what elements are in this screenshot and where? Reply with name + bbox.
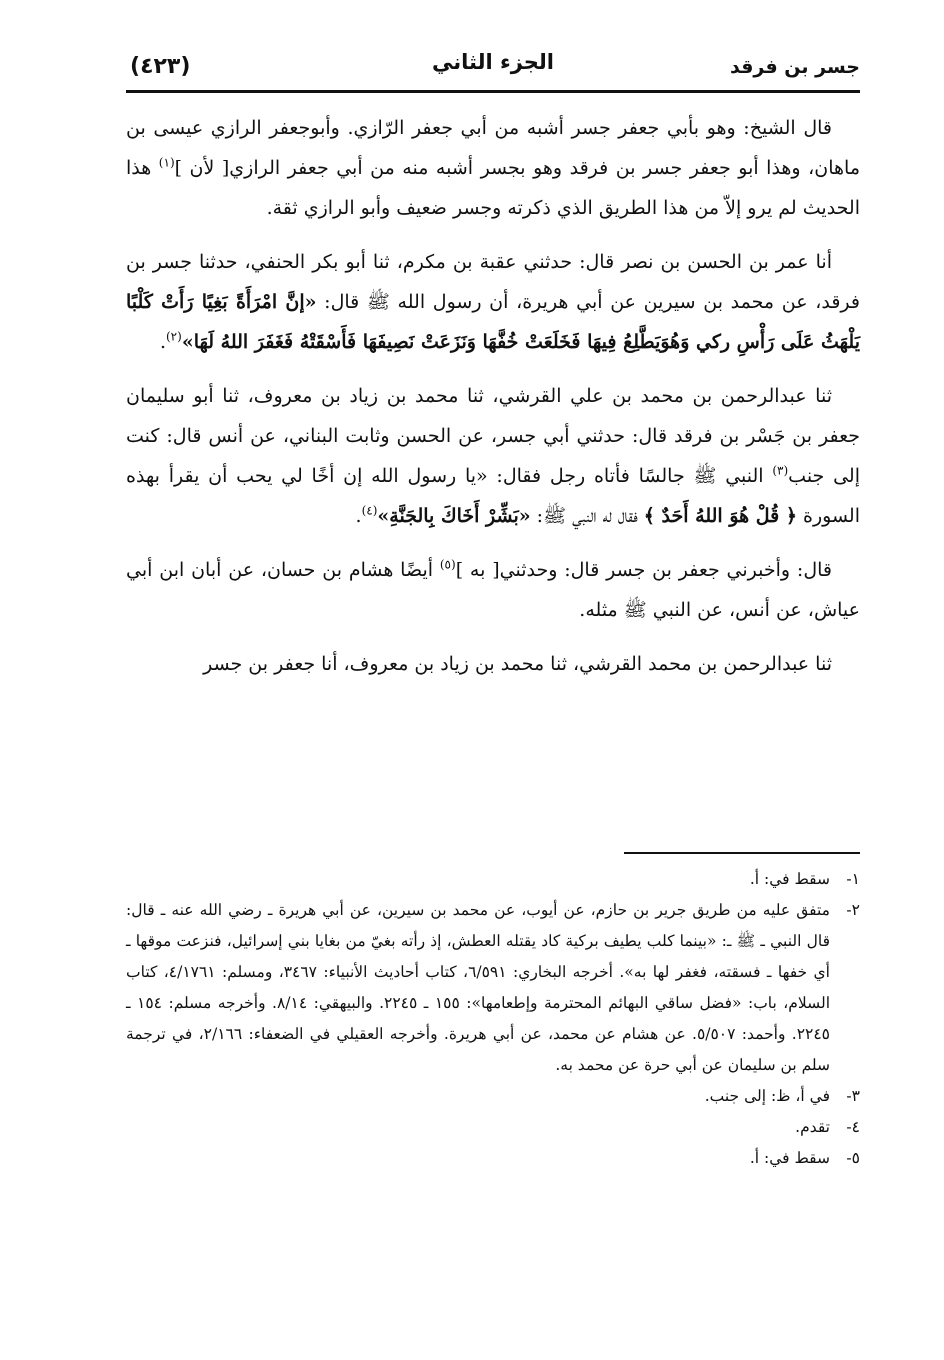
footnote-ref-3: (٣) [772,463,789,478]
header-rule [126,90,860,93]
footnote-5 [126,1143,860,1174]
footnote-text: سقط في: أ. [749,870,830,888]
paragraph-5 [126,644,860,684]
quran-quote: ﴿ قُلْ هُوَ اللهُ أَحَدٌ ﴾ [643,505,797,527]
footnote-separator [624,852,860,854]
text-segment: هذا الحديث لم يرو إلاّ من هذا الطريق الذي ذكرته وجسر ضعيف وأبو الرازي ثقة. [126,157,860,219]
footnote-number: ٣- [846,1087,860,1105]
text-segment: ثنا عبدالرحمن بن محمد القرشي، ثنا محمد بن زياد بن معروف، أنا جعفر بن جسر [203,653,832,675]
footnote-ref-2: (٢) [165,329,182,344]
text-segment: فقال له النبي ﷺ: [530,505,644,527]
page-number: (٤٢٣) [130,54,191,79]
footnote-ref-5: (٥) [439,557,456,572]
footnote-3 [126,1081,860,1112]
footnote-number: ٥- [846,1149,860,1167]
text-segment: قال الشيخ: وهو بأبي جعفر جسر أشبه من أبي جعفر الرّازي. وأبوجعفر الرازي عيسى بن ماهان، وهذا أبو جعفر جسر بن فرقد وهو بجسر أشبه منه من أبي جعفر الرازي[ لأن ] [126,117,860,179]
text-segment: . [159,331,166,353]
text-segment: قال: وأخبرني جعفر بن جسر قال: وحدثني[ به ] [455,559,832,581]
footnote-2 [126,895,860,1081]
footnote-text: متفق عليه من طريق جرير بن حازم، عن أيوب، عن محمد بن سيرين، عن أبي هريرة ـ رضي الله عنه ـ قال: قال النبي ـ ﷺ ـ: «بينما كلب يطيف بركية كاد يقتله العطش، إذ رأته بغيّ من بغايا بني إسرائيل، فنزعت موقها ـ أي خفها ـ فسقته، فغفر لها به». أخرجه البخاري: ٦/٥٩١، كتاب أحاديث الأنبياء: ٣٤٦٧، ومسلم: ٤/١٧٦١، كتاب السلام، باب: «فضل ساقي البهائم المحترمة وإطعامها»: ١٥٥ ـ ٢٢٤٥. والبيهقي: ٨/١٤. وأخرجه مسلم: ١٥٤ ـ ٢٢٤٥. وأحمد: ٥/٥٠٧. عن هشام عن محمد، عن أبي هريرة. وأخرجه العقيلي في الضعفاء: ٢/١٦٦، في ترجمة سلم بن سليمان عن أبي حرة عن محمد به. [126,901,831,1074]
running-title: جسر بن فرقد [730,56,860,78]
paragraph-4 [126,550,860,630]
footnotes [126,864,860,1174]
paragraph-1 [126,108,860,228]
footnote-4 [126,1112,860,1143]
footnote-ref-1: (١) [158,155,175,170]
text-segment: . [355,505,362,527]
footnote-text: في أ، ظ: إلى جنب. [704,1087,830,1105]
hadith-quote: «إنَّ امْرَأَةً بَغِيًا رَأَتْ كَلْبًا يَلْهَثُ عَلَى رَأْسِ ركي وَهُوَيَطَّلِعُ فِيهَا فَخَلَعَتْ خُفَّهَا وَنَزَعَتْ نَصِيفَهَا فَأَسْقَتْهُ فَغَفَرَ اللهُ لَهَا» [126,291,860,353]
text-segment: النبي ﷺ جالسًا فأتاه رجل فقال: «يا رسول الله إن أخًا لي يحب أن يقرأ بهذه السورة [126,465,860,527]
footnote-text: سقط في: أ. [749,1149,830,1167]
footnote-1 [126,864,860,895]
hadith-quote: «بَشِّرْ أَخَاكَ بِالجَنَّةِ» [377,505,531,527]
text-segment: أنا عمر بن الحسن بن نصر قال: حدثني عقبة بن مكرم، ثنا أبو بكر الحنفي، حدثنا جسر بن فرقد، عن محمد بن سيرين عن أبي هريرة، أن رسول الله ﷺ قال: [126,251,860,313]
paragraph-3 [126,376,860,536]
page-header [126,44,860,86]
paragraph-2 [126,242,860,362]
text-segment: ثنا عبدالرحمن بن محمد بن علي القرشي، ثنا محمد بن زياد بن معروف، ثنا أبو سليمان جعفر بن جَسْر بن فرقد قال: حدثني أبي جسر، عن الحسن وثابت البناني، عن أنس قال: كنت إلى جنب [126,385,860,487]
main-text [126,108,860,698]
footnote-text: تقدم. [795,1118,830,1136]
footnote-number: ٤- [846,1118,860,1136]
footnote-number: ١- [846,870,860,888]
footnote-number: ٢- [846,901,860,919]
part-title: الجزء الثاني [431,50,555,74]
footnote-ref-4: (٤) [361,503,378,518]
text-segment: أيضًا هشام بن حسان، عن أبان ابن أبي عياش، عن أنس، عن النبي ﷺ مثله. [126,559,860,621]
